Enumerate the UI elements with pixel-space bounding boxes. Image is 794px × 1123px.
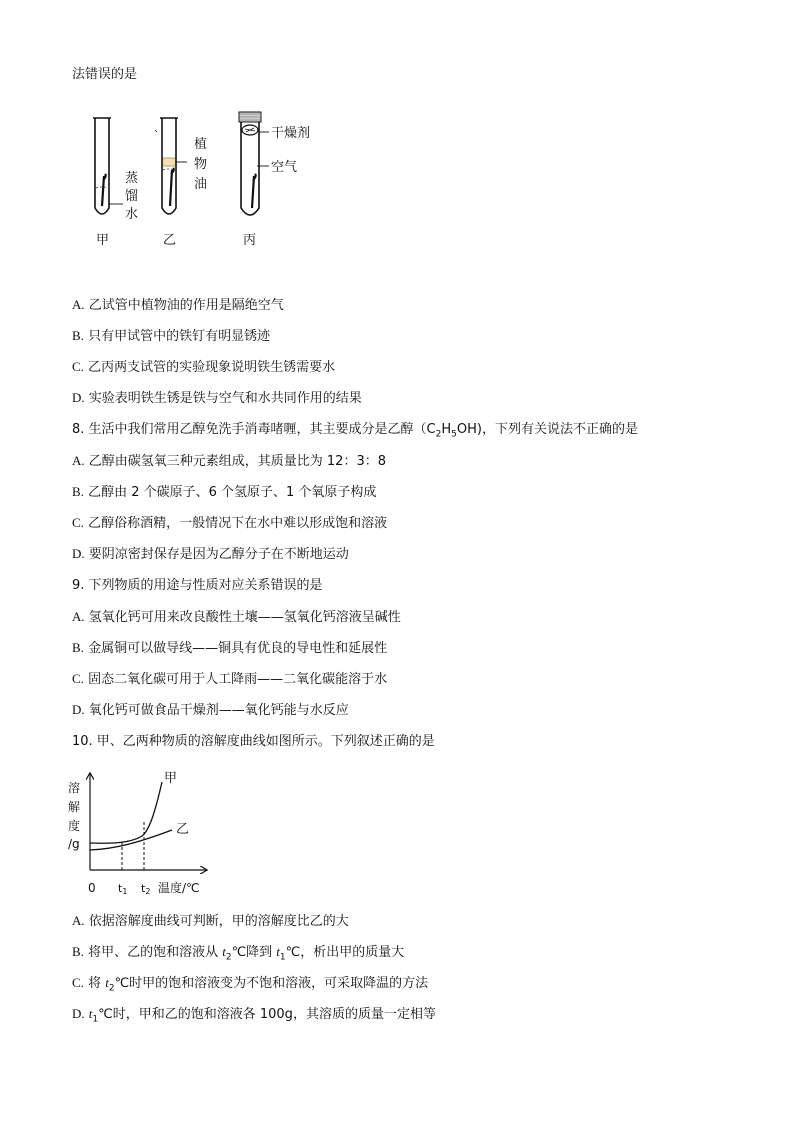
- label-water-2: 馏: [125, 189, 139, 204]
- label-water-1: 蒸: [125, 171, 139, 186]
- q7-option-b: B. 只有甲试管中的铁钉有明显锈迹: [72, 328, 271, 344]
- q10-option-a: A. 依据溶解度曲线可判断，甲的溶解度比乙的大: [72, 913, 349, 929]
- curve-yi-label: 乙: [176, 822, 190, 837]
- y-label-3: 度: [68, 819, 81, 833]
- q7-option-d: D. 实验表明铁生锈是铁与空气和水共同作用的结果: [72, 390, 362, 406]
- label-tube-bing: 丙: [243, 233, 257, 248]
- label-tube-jia: 甲: [96, 233, 110, 248]
- q10-option-c: C. 将 $t_2℃$时甲的饱和溶液变为不饱和溶液，可采取降温的方法: [72, 975, 429, 994]
- tube-jia: [93, 118, 111, 214]
- label-tube-yi: 乙: [163, 233, 177, 248]
- tube-bing: [239, 112, 261, 215]
- x-axis-label: 温度/℃: [158, 881, 200, 895]
- label-oil-2: 物: [194, 157, 208, 172]
- tube-yi: [155, 118, 178, 214]
- label-water-3: 水: [125, 207, 139, 222]
- origin-label: 0: [88, 881, 96, 895]
- q9-stem: 9. 下列物质的用途与性质对应关系错误的是: [72, 578, 323, 593]
- q7-option-c: C. 乙丙两支试管的实验现象说明铁生锈需要水: [72, 359, 336, 375]
- solubility-curve-figure: [68, 768, 228, 900]
- q10-option-b: B. 将甲、乙的饱和溶液从 $t_2℃$降到 $t_1℃$，析出甲的质量大: [72, 944, 405, 963]
- q8-option-b: B. 乙醇由 2 个碳原子、6 个氢原子、1 个氧原子构成: [72, 484, 377, 500]
- label-desiccant: 干燥剂: [271, 126, 311, 141]
- label-oil-1: 植: [194, 137, 208, 152]
- t1-label: t1: [118, 882, 128, 896]
- q8-stem: 8. 生活中我们常用乙醇免洗手消毒啫喱，其主要成分是乙醇$(C_2H_5OH)$，下列有关说法不正确的是: [72, 422, 638, 440]
- q8-option-c: C. 乙醇俗称酒精，一般情况下在水中难以形成饱和溶液: [72, 515, 388, 531]
- label-oil-3: 油: [194, 177, 208, 192]
- t2-label: t2: [141, 882, 151, 896]
- y-label-2: 解: [68, 800, 81, 814]
- y-label-4: /g: [68, 837, 80, 851]
- q8-option-a: A. 乙醇由碳氢氧三种元素组成，其质量比为 12：3：8: [72, 453, 386, 469]
- q9-option-a: A. 氢氧化钙可用来改良酸性土壤——氢氧化钙溶液呈碱性: [72, 609, 401, 625]
- q7-option-a: A. 乙试管中植物油的作用是隔绝空气: [72, 297, 284, 313]
- q10-stem: 10. 甲、乙两种物质的溶解度曲线如图所示。下列叙述正确的是: [72, 734, 435, 749]
- test-tube-figure: [85, 108, 345, 258]
- question-7-stem-fragment: 法错误的是: [72, 67, 138, 82]
- label-air: 空气: [271, 160, 298, 175]
- q9-option-b: B. 金属铜可以做导线——铜具有优良的导电性和延展性: [72, 640, 388, 656]
- q10-option-d: D. $t_1℃$时，甲和乙的饱和溶液各 100g，其溶质的质量一定相等: [72, 1006, 436, 1025]
- curve-jia-label: 甲: [164, 771, 178, 786]
- q9-option-c: C. 固态二氧化碳可用于人工降雨——二氧化碳能溶于水: [72, 671, 388, 687]
- y-label-1: 溶: [68, 781, 81, 795]
- curve-jia: [90, 782, 162, 843]
- q8-option-d: D. 要阴凉密封保存是因为乙醇分子在不断地运动: [72, 546, 349, 562]
- q9-option-d: D. 氧化钙可做食品干燥剂——氧化钙能与水反应: [72, 702, 349, 718]
